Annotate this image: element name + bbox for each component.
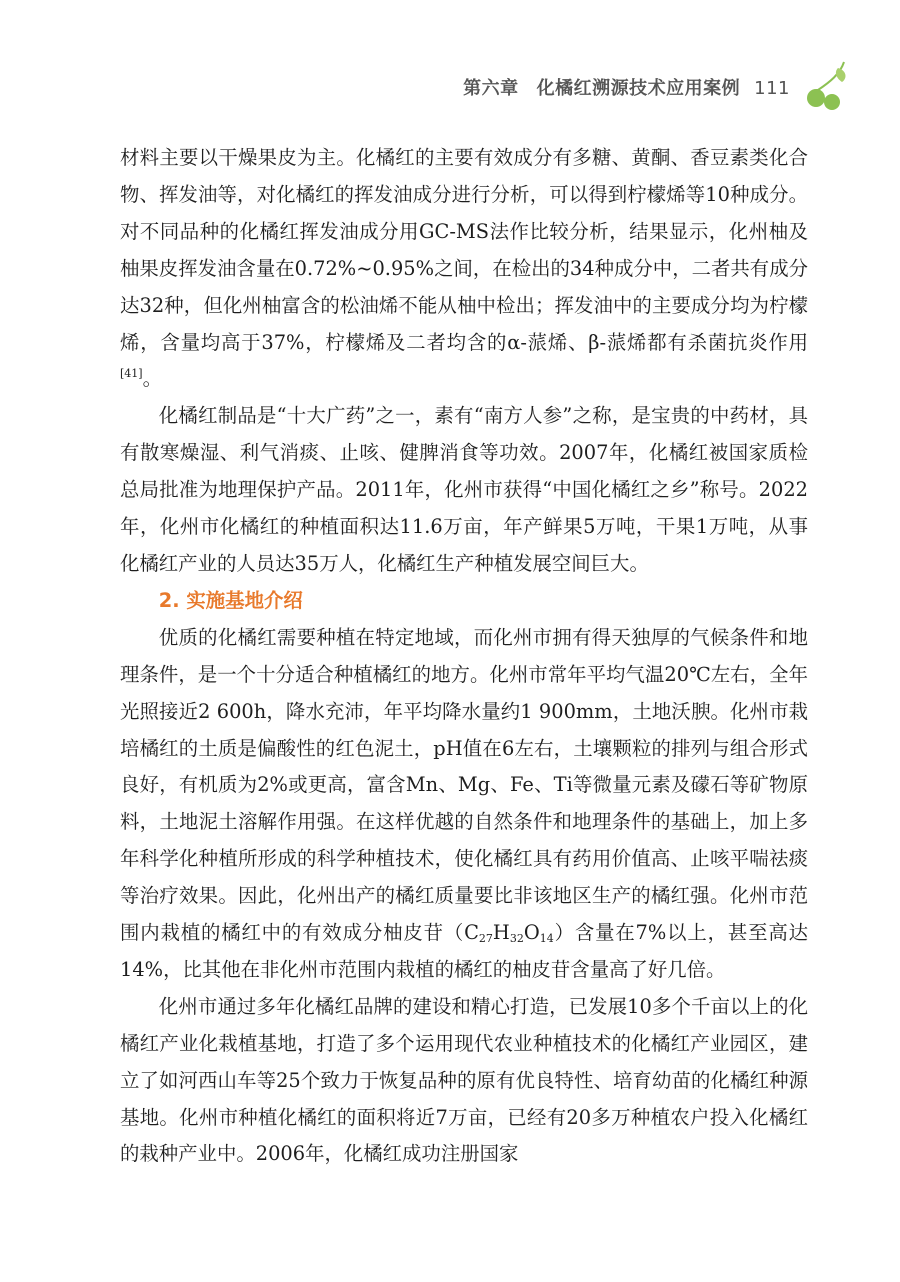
chapter-label: 第六章 [463, 78, 519, 99]
formula-sub-h: 32 [509, 932, 524, 946]
paragraph-1 [120, 140, 808, 398]
page-body [120, 140, 808, 1173]
paragraph-3-text-a: 优质的化橘红需要种植在特定地域，而化州市拥有得天独厚的气候条件和地理条件，是一个十分适合种植橘红的地方。化州市常年平均气温20℃左右，全年光照接近2 600h，降水充沛，年平均降水量约1 900mm，土地沃腴。化州市栽培橘红的土质是偏酸性的红色泥土，pH值在6左右，土壤颗粒的排列与组合形式良好，有机质为2%或更高，富含Mn、Mg、Fe、Ti等微量元素及礞石等矿物原料，土地泥土溶解作用强。在这样优越的自然条件和地理条件的基础上，加上多年科学化种植所形成的科学种植技术，使化橘红具有药用价值高、止咳平喘祛痰等治疗效果。因此，化州出产的橘红质量要比非该地区生产的橘红强。化州市范围内栽植的橘红中的有效成分柚皮苷（C [120, 625, 808, 945]
paragraph-3-text-b: ）含量在7%以上，甚至高达14%，比其他在非化州市范围内栽植的橘红的柚皮苷含量高了好几倍。 [120, 921, 808, 981]
formula-h: H [492, 921, 510, 945]
page-number: 111 [754, 78, 790, 99]
leaf-decoration-icon [800, 60, 850, 118]
paragraph-4: 化州市通过多年化橘红品牌的建设和精心打造，已发展10多个千亩以上的化橘红产业化栽植基地，打造了多个运用现代农业种植技术的化橘红产业园区，建立了如河西山车等25个致力于恢复品种的原有优良特性、培育幼苗的化橘红种源基地。化州市种植化橘红的面积将近7万亩，已经有20多万种植农户投入化橘红的栽种产业中。2006年，化橘红成功注册国家 [120, 994, 808, 1166]
paragraph-1-text: 材料主要以干燥果皮为主。化橘红的主要有效成分有多糖、黄酮、香豆素类化合物、挥发油等，对化橘红的挥发油成分进行分析，可以得到柠檬烯等10种成分。对不同品种的化橘红挥发油成分用GC-MS法作比较分析，结果显示，化州柚及柚果皮挥发油含量在0.72%~0.95%之间，在检出的34种成分中，二者共有成分达32种，但化州柚富含的松油烯不能从柚中检出；挥发油中的主要成分均为柠檬烯，含量均高于37%，柠檬烯及二者均含的α-蒎烯、β-蒎烯都有杀菌抗炎作用 [120, 146, 808, 354]
paragraph-1-end: 。 [142, 367, 162, 391]
running-header [463, 74, 790, 100]
formula-o: O [523, 921, 540, 945]
formula-sub-o: 14 [539, 932, 554, 946]
paragraph-3 [120, 620, 808, 989]
chapter-title: 化橘红溯源技术应用案例 [536, 78, 741, 99]
citation-ref: [41] [120, 367, 143, 381]
formula-sub-c: 27 [478, 932, 493, 946]
section-heading: 2. 实施基地介绍 [158, 588, 303, 612]
paragraph-2: 化橘红制品是“十大广药”之一，素有“南方人参”之称，是宝贵的中药材，具有散寒燥湿、利气消痰、止咳、健脾消食等功效。2007年，化橘红被国家质检总局批准为地理保护产品。2011年，化州市获得“中国化橘红之乡”称号。2022年，化州市化橘红的种植面积达11.6万亩，年产鲜果5万吨，干果1万吨，从事化橘红产业的人员达35万人，化橘红生产种植发展空间巨大。 [120, 404, 808, 575]
